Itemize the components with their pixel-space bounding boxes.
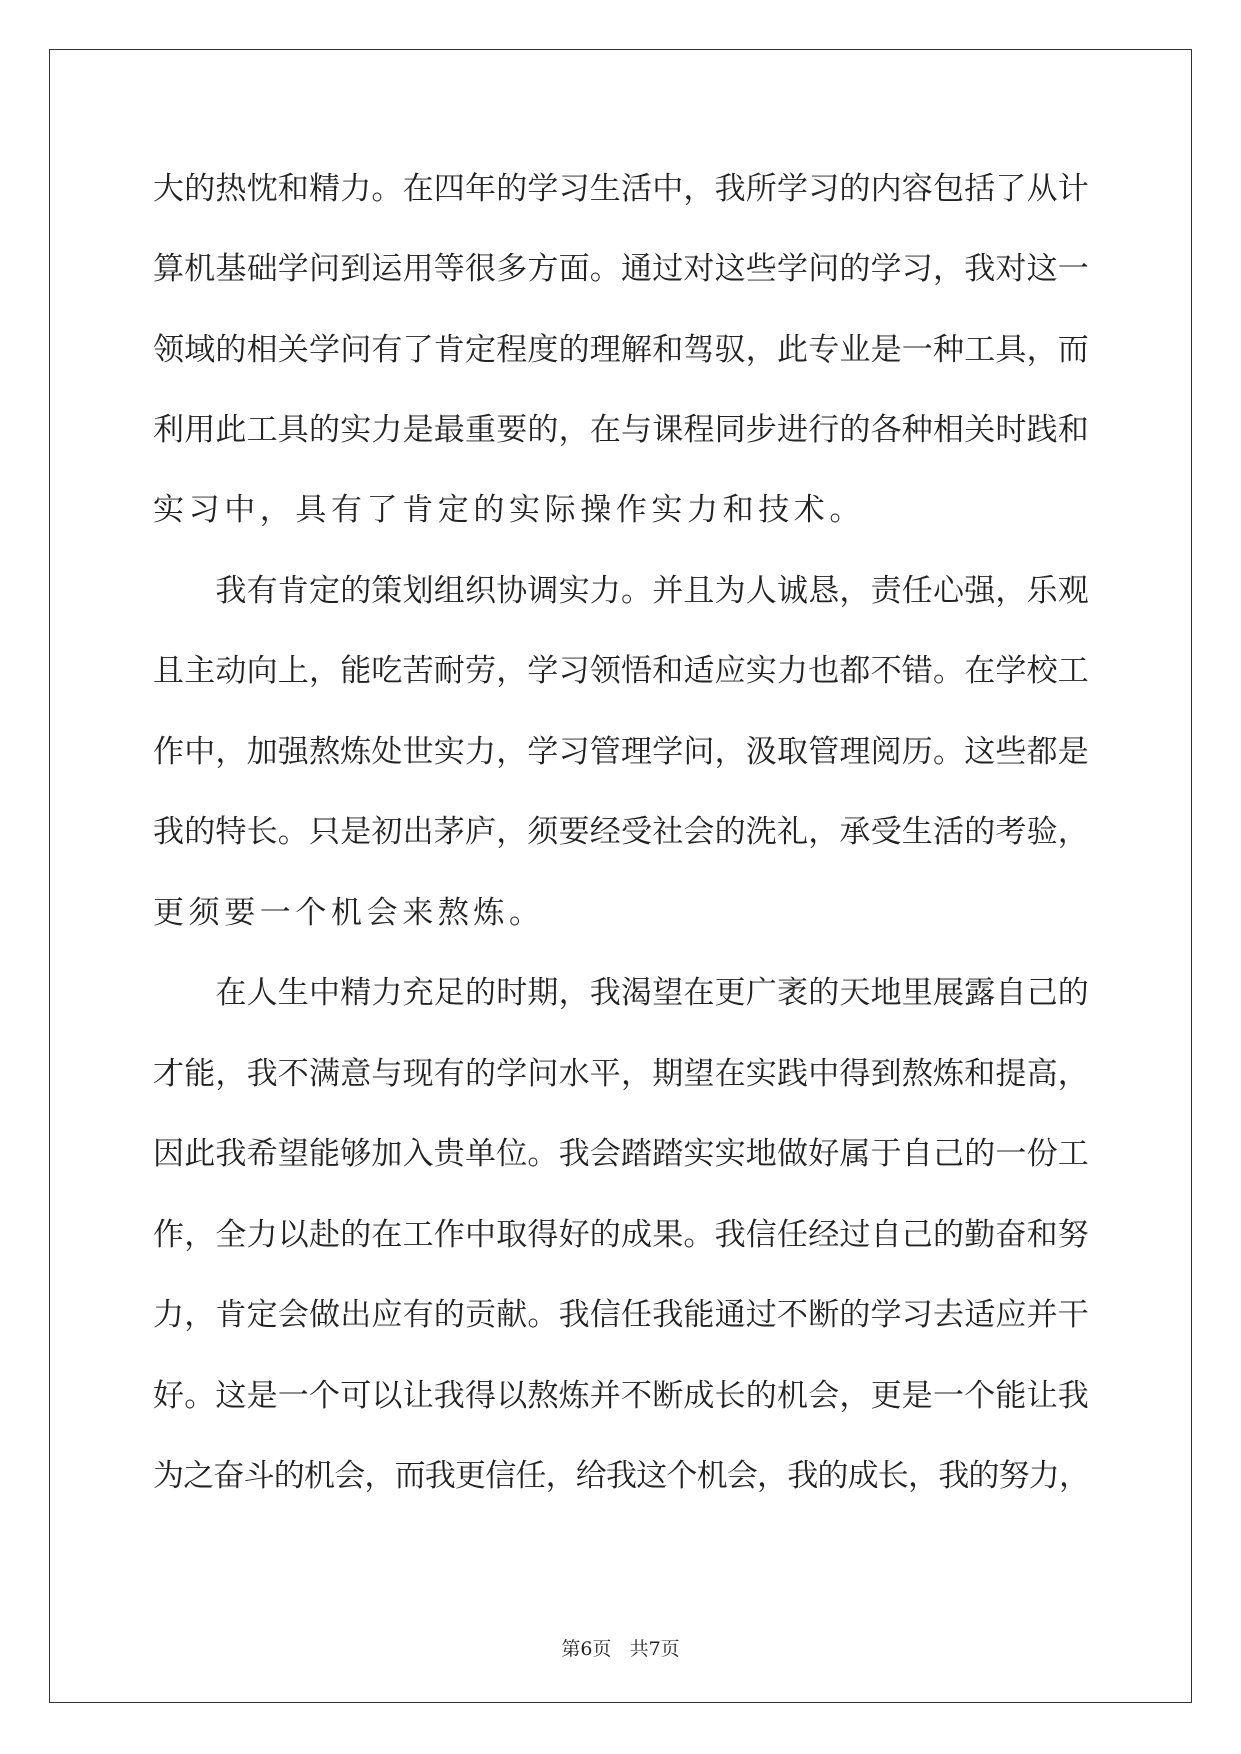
text-line: 作，全力以赴的在工作中取得好的成果。我信任经过自己的勤奋和努: [153, 1217, 1089, 1253]
page-number: 第6页: [561, 1638, 612, 1660]
text-line: 实习中，具有了肯定的实际操作实力和技术。: [153, 492, 865, 528]
text-line: 我有肯定的策划组织协调实力。并且为人诚恳，责任心强，乐观: [153, 573, 1089, 609]
text-line: 才能，我不满意与现有的学问水平，期望在实践中得到熬炼和提高，: [153, 1056, 1089, 1092]
text-line: 我的特长。只是初出茅庐，须要经受社会的洗礼，承受生活的考验，: [153, 814, 1089, 850]
text-line: 好。这是一个可以让我得以熬炼并不断成长的机会，更是一个能让我: [153, 1378, 1089, 1414]
text-line: 大的热忱和精力。在四年的学习生活中，我所学习的内容包括了从计: [153, 171, 1089, 207]
text-line: 且主动向上，能吃苦耐劳，学习领悟和适应实力也都不错。在学校工: [153, 653, 1089, 689]
text-line: 算机基础学问到运用等很多方面。通过对这些学问的学习，我对这一: [153, 251, 1089, 287]
text-line: 因此我希望能够加入贵单位。我会踏踏实实地做好属于自己的一份工: [153, 1136, 1089, 1172]
page-total: 共7页: [629, 1638, 680, 1660]
text-line: 作中，加强熬炼处世实力，学习管理学问，汲取管理阅历。这些都是: [153, 734, 1089, 770]
text-line: 力，肯定会做出应有的贡献。我信任我能通过不断的学习去适应并干: [153, 1297, 1089, 1333]
page-footer: [0, 1634, 1241, 1661]
text-line: 为之奋斗的机会，而我更信任，给我这个机会，我的成长，我的努力，: [153, 1458, 1090, 1494]
text-line: 利用此工具的实力是最重要的，在与课程同步进行的各种相关时践和: [153, 412, 1089, 448]
text-line: 在人生中精力充足的时期，我渴望在更广袤的天地里展露自己的: [153, 975, 1089, 1011]
text-line: 领域的相关学问有了肯定程度的理解和驾驭，此专业是一种工具，而: [153, 332, 1089, 368]
text-line: 更须要一个机会来熬炼。: [153, 895, 545, 931]
